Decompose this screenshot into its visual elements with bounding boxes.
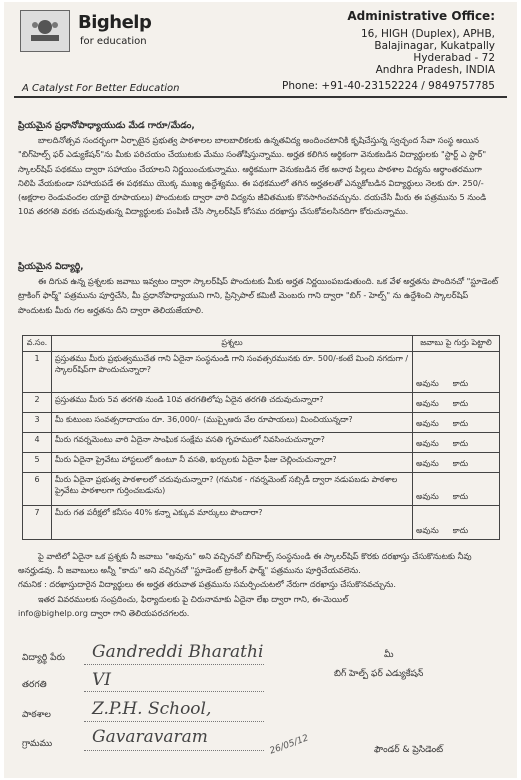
phone-number: Phone: +91-40-23152224 / 9849757785 [282,80,495,92]
row-number: 4 [23,433,52,453]
row-number: 1 [23,352,52,393]
student-name-label: విద్యార్థి పేరు [22,653,65,663]
note-eligibility: పై వాటిలో ఏదైనా ఒక ప్రశ్నకు నీ జవాబు "అవును" అని వచ్చినచో బిగ్‌హెల్ప్ సంస్థనుండి ఈ స్కాలర్‌షిప్ కొరకు దరఖాస్తు చేసుకొనుటకు నీవు అనర్హుడవు. నీ జవాబులు అన్నీ "కాదు" అని వచ్చినచో "స్టూడెంట్ ట్రాకింగ్ ఫార్మ్" పత్రమును పూర్తిచేయవలెను. [18,551,472,576]
class-value[interactable]: VI [92,670,111,690]
application-letter-page [4,2,517,778]
answer-yes[interactable]: అవును [416,399,439,408]
table-row [23,473,500,506]
question-text: మీరు ఏదైనా ప్రభుత్వ పాఠశాలలో చదువుచున్నారా? (గమనిక - గవర్నమెంట్ సబ్సిడీ ద్వారా నడుపబడు పాఠశాల ప్రైవేటు పాఠశాలగా గుర్తించబడును) [52,473,413,506]
table-row [23,352,500,393]
student-name-value[interactable]: Gandreddi Bharathi [92,642,264,662]
contact-email[interactable]: info@bighelp.org ద్వారా గాని తెలియపరచగలరు. [18,607,190,618]
answer-no[interactable]: కాదు [452,419,469,428]
address-line: Balajinagar, Kukatpally [374,40,495,52]
question-text: ప్రస్తుతము మీరు ప్రభుత్వముచేత గాని ఏదైనా సంస్థనుండి గాని సంవత్సరమునకు రూ. 500/-కంటే మించి నగదుగా / స్కాలర్‌షిప్‌గా పొందుచున్నారా? [52,352,413,393]
village-value[interactable]: Gavaravaram [92,727,208,747]
logo-name: Bighelp [78,12,152,33]
table-row [23,393,500,413]
name-dotted-line [84,664,264,665]
address-line: Hyderabad - 72 [413,52,495,64]
student-section [18,260,499,317]
village-dotted-line [84,750,264,751]
answer-yes[interactable]: అవును [416,379,439,388]
answer-no[interactable]: కాదు [452,439,469,448]
salutation-student: ప్రియమైన విద్యార్థి, [18,262,84,272]
closing-org: బిగ్ హెల్ప్ ఫర్ ఎడ్యుకేషన్ [334,669,424,679]
office-address-block [282,10,495,92]
row-number: 2 [23,393,52,413]
address-line: Andhra Pradesh, INDIA [375,64,495,76]
answer-cell [413,393,500,413]
school-label: పాఠశాల [22,710,51,720]
column-header-answer: జవాబు పై గుర్తు పెట్టాలి [413,336,500,352]
letter-paragraph-1: బాలదినోత్సవ సందర్భంగా ఏర్పాటైన ప్రభుత్వ పాఠశాలల బాలబాలికలకు ఉన్నతవిద్య అందించటానికి కృషిచేస్తున్న స్వచ్ఛంద సేవా సంస్థ అయిన "బిగ్‌హెల్ప్ ఫర్ ఎడ్యుకేషన్"ను మీకు పరిచయం చేయుటకు మేము సంతోషిస్తున్నాము. అర్హత కలిగిన ఆర్థికంగా వెనుకబడిన విద్యార్థులకు "స్టార్ట్ ఎ స్టార్" స్కాలర్‌షిప్ పథకము ద్వారా సహాయం చేయాలని నిర్ణయించుకున్నాము. ఆర్థికముగా వెనుకబడిన లేక అనాథ పిల్లలు పాఠశాల విద్యను ఆర్థాంతరముగా నిలిపి వేయకుండా సహాయపడే ఈ పథకము యొక్క ముఖ్య ఉద్దేశ్యము. ఈ పథకములో తగిన అర్హతలతో ఎన్నుకోబడిన విద్యార్థులు నెలకు రూ. 250/- (అక్షరాల రెండువందల యాభై రూపాయలు) పొందుటకు ద్వారా వారి విద్యను జీవితముకు కొనసాగించవచ్చును. దయచేసి మీరు ఈ పత్రమును 5 నుండి 10వ తరగతి వరకు చదువుతున్న విద్యార్థులకు పంపిణీ చేసి స్కాలర్‌షిప్ కోసము దరఖాస్తు చేసుకోవలసినదిగా కోరుచున్నాము. [18,135,487,217]
row-number: 5 [23,453,52,473]
question-text: మీరు ఏదైనా ప్రైవేటు హాస్టలులో ఉంటూ నీ వసతి, ఖర్చులకు ఏదైనా ఫీజు చెల్లించుచున్నారా? [52,453,413,473]
table-row [23,506,500,540]
village-label: గ్రామము [22,739,53,749]
answer-cell [413,506,500,540]
salutation-headmaster: ప్రియమైన ప్రధానోపాధ్యాయుడు మేడ గారూ/మేడం, [18,121,195,131]
answer-cell [413,473,500,506]
answer-yes[interactable]: అవును [416,419,439,428]
table-row [23,453,500,473]
handwritten-date: 26/05/12 [268,733,310,757]
answer-yes[interactable]: అవును [416,526,439,535]
logo-tagline: for education [80,36,147,47]
question-text: మీరు గవర్నమెంటు వారి ఏదైనా సాంఘిక సంక్షేమ వసతి గృహములో నివసించుచున్నారా? [52,433,413,453]
answer-yes[interactable]: అవును [416,492,439,501]
class-dotted-line [84,691,264,692]
answer-cell [413,453,500,473]
answer-no[interactable]: కాదు [452,379,469,388]
eligibility-questions-table [22,335,500,540]
school-dotted-line [84,721,264,722]
letter-paragraph-2: ఈ దిగువ ఉన్న ప్రశ్నలకు జవాబు ఇవ్వటం ద్వారా స్కాలర్‌షిప్ పొందుటకు మీకు అర్హత నిర్ణయింపబడుతుంది. ఒక వేళ అర్హతను పొందినచో "స్టూడెంట్ ట్రాకింగ్ ఫార్మ్" పత్రమును పూర్తిచేసి, మీ ప్రధానోపాధ్యాయుని గాని, ప్రిన్సిపాల్ కమిటీ మెంబరు గాని ద్వారా "బిగ్ - హెల్ప్" ను ఉద్దేశించి స్కాలర్‌షిప్ పొందుటకు మీరు గల అర్హతను దీని ద్వారా తెలియజేయాలి. [18,276,499,315]
answer-cell [413,433,500,453]
answer-yes[interactable]: అవును [416,459,439,468]
answer-cell [413,413,500,433]
org-tagline: A Catalyst For Better Education [22,83,180,94]
bighelp-logo-icon [20,10,70,52]
headmaster-section [18,119,499,218]
note-general: గమనిక : దరఖాస్తుదారైన విద్యార్థులు ఈ అర్హత తరువాత పత్రమును సమర్పించుటలో నేరుగా దరఖాస్తు చేసుకొనవచ్చును. [18,579,396,590]
school-value[interactable]: Z.P.H. School, [92,699,212,719]
table-row [23,413,500,433]
column-header-questions: ప్రశ్నలు [52,336,413,352]
office-title: Administrative Office: [347,9,495,23]
table-row [23,433,500,453]
answer-no[interactable]: కాదు [452,459,469,468]
note-contact: ఇతర వివరములకు సంప్రదించు, ఫిర్యాదులకు పై చిరునామాకు ఏదైనా లేఖ ద్వారా గాని, ఈ-మెయిల్ [38,593,349,604]
question-text: ప్రస్తుతము మీరు 5వ తరగతి నుండి 10వ తరగతిలోపు ఏదైన తరగతి చదువుచున్నారా? [52,393,413,413]
question-text: మీరు గత పరీక్షలో కనీసం 40% కన్నా ఎక్కువ మార్కులు పొందారా? [52,506,413,540]
header-divider [14,96,507,98]
row-number: 3 [23,413,52,433]
row-number: 6 [23,473,52,506]
answer-yes[interactable]: అవును [416,439,439,448]
question-text: మీ కుటుంబ సంవత్సరాదాయం రూ. 36,000/- (ముప్పైఆరు వేల రూపాయలు) మించియున్నదా? [52,413,413,433]
answer-cell [413,352,500,393]
answer-no[interactable]: కాదు [452,399,469,408]
row-number: 7 [23,506,52,540]
notes-section [18,549,499,620]
answer-no[interactable]: కాదు [452,492,469,501]
closing-role: ఫౌండర్ & ప్రెసిడెంట్ [374,745,444,755]
address-line: 16, HIGH (Duplex), APHB, [360,28,495,40]
column-header-number: వ.సం. [23,336,52,352]
closing-from: మీ [384,650,394,660]
answer-no[interactable]: కాదు [452,526,469,535]
class-label: తరగతి [22,680,47,690]
